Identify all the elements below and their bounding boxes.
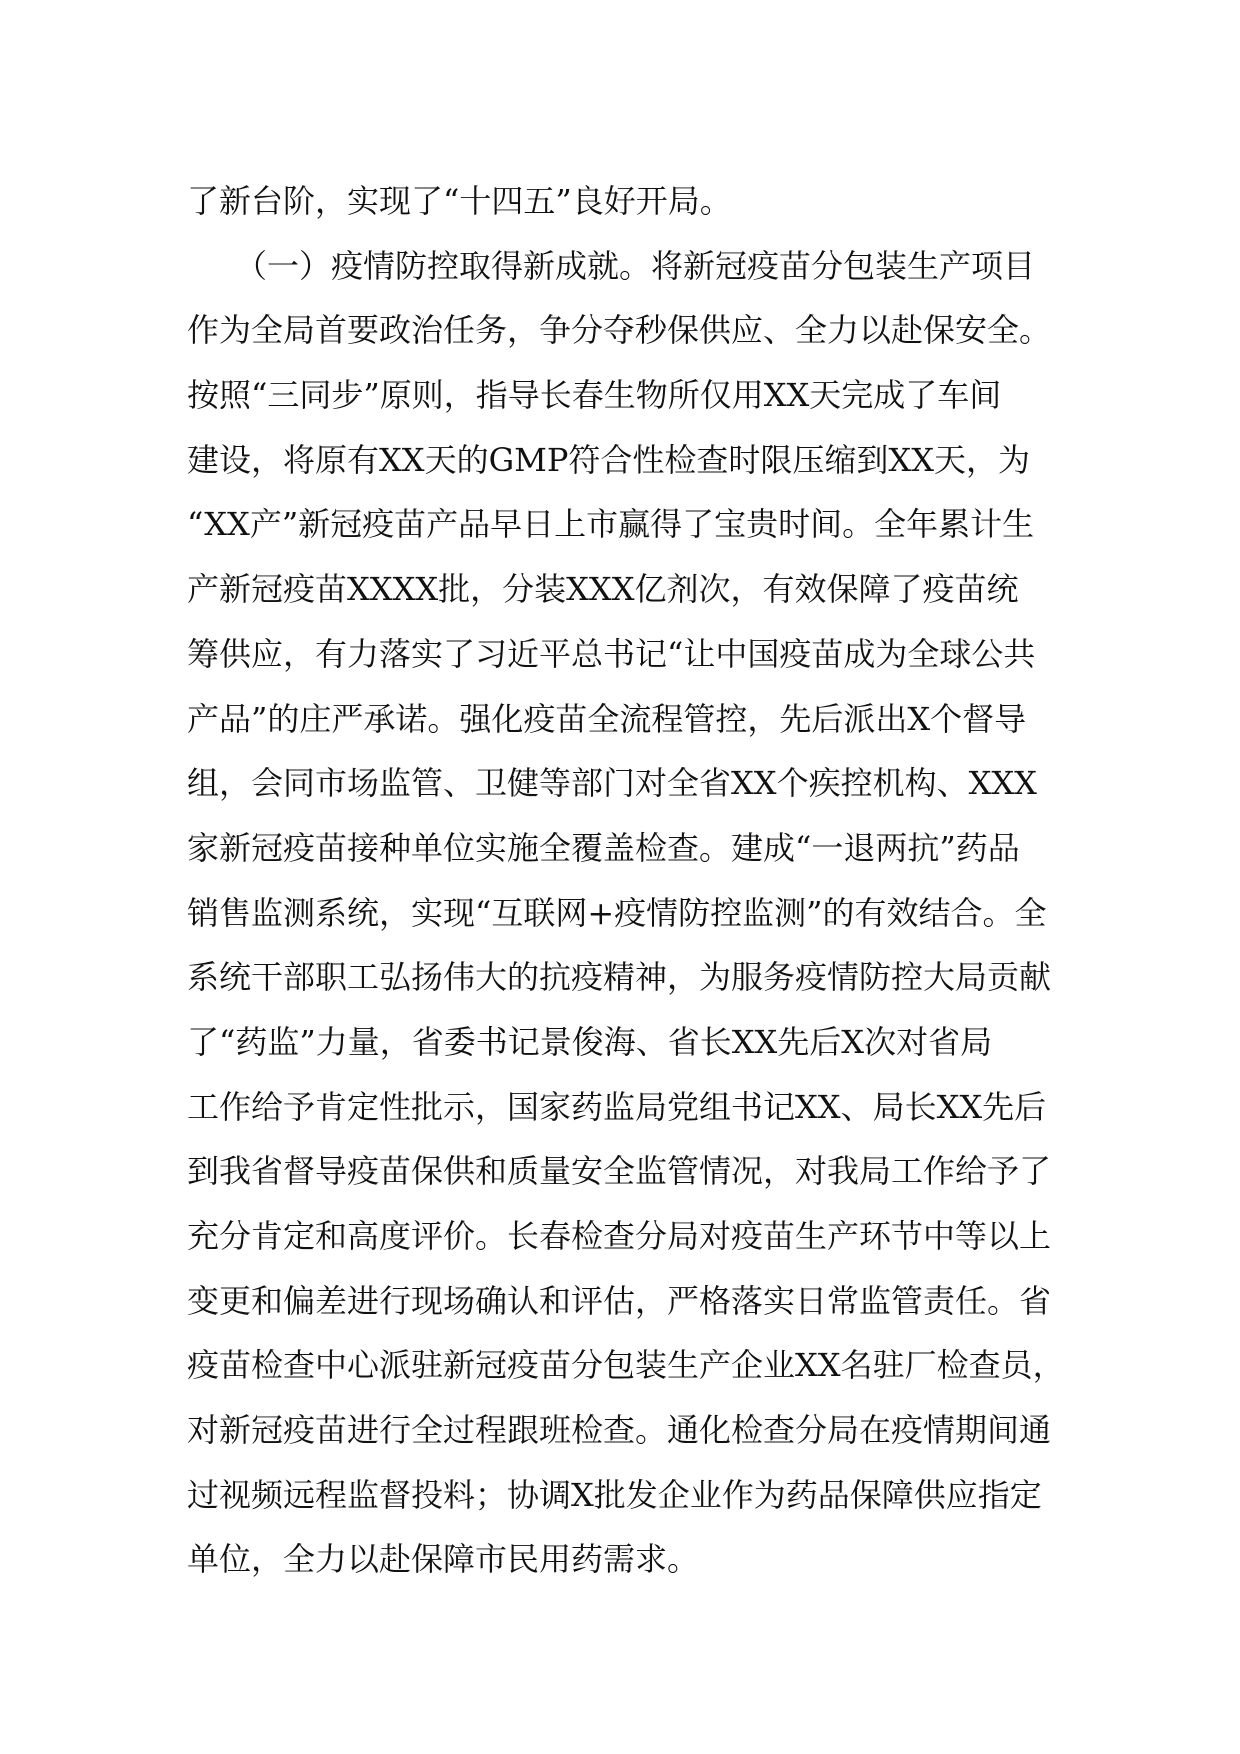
text-line: 销售监测系统，实现“互联网+疫情防控监测”的有效结合。全 (187, 893, 1047, 932)
text-line: 对新冠疫苗进行全过程跟班检查。通化检查分局在疫情期间通 (187, 1411, 1052, 1450)
text-line: 产新冠疫苗XXXX批，分装XXX亿剂次，有效保障了疫苗统 (187, 570, 1019, 609)
text-line: 到我省督导疫苗保供和质量安全监管情况，对我局工作给予了 (187, 1152, 1052, 1191)
text-line: 系统干部职工弘扬伟大的抗疫精神，为服务疫情防控大局贡献 (187, 958, 1052, 997)
text-line: 充分肯定和高度评价。长春检查分局对疫苗生产环节中等以上 (187, 1217, 1052, 1255)
text-line: 了新台阶，实现了“十四五”良好开局。 (187, 182, 732, 220)
text-line: 了“药监”力量，省委书记景俊海、省长XX先后X次对省局 (187, 1022, 993, 1061)
text-line: 筹供应，有力落实了习近平总书记“让中国疫苗成为全球公共 (187, 634, 1036, 673)
text-line: 按照“三同步”原则，指导长春生物所仅用XX天完成了车间 (187, 376, 1002, 415)
text-line: 疫苗检查中心派驻新冠疫苗分包装生产企业XX名驻厂检查员， (187, 1346, 1065, 1385)
text-line: 单位，全力以赴保障市民用药需求。 (187, 1540, 700, 1579)
text-line: “XX产”新冠疫苗产品早日上市赢得了宝贵时间。全年累计生 (187, 505, 1035, 544)
section-heading-line: （一）疫情防控取得新成就。将新冠疫苗分包装生产项目 (187, 246, 1036, 285)
text-line: 建设，将原有XX天的GMP符合性检查时限压缩到XX天，为 (187, 440, 1030, 479)
text-line: 过视频远程监督投料；协调X批发企业作为药品保障供应指定 (187, 1475, 1042, 1514)
text-line: 作为全局首要政治任务，争分夺秒保供应、全力以赴保安全。 (187, 311, 1052, 350)
text-line: 组，会同市场监管、卫健等部门对全省XX个疾控机构、XXX (187, 764, 1037, 803)
text-line: 产品”的庄严承诺。强化疫苗全流程管控，先后派出X个督导 (187, 699, 1027, 738)
body-text (187, 169, 1087, 1592)
text-line: 工作给予肯定性批示，国家药监局党组书记XX、局长XX先后 (187, 1087, 1047, 1126)
text-line: 家新冠疫苗接种单位实施全覆盖检查。建成“一退两抗”药品 (187, 828, 1020, 867)
text-line: 变更和偏差进行现场确认和评估，严格落实日常监管责任。省 (187, 1281, 1052, 1320)
